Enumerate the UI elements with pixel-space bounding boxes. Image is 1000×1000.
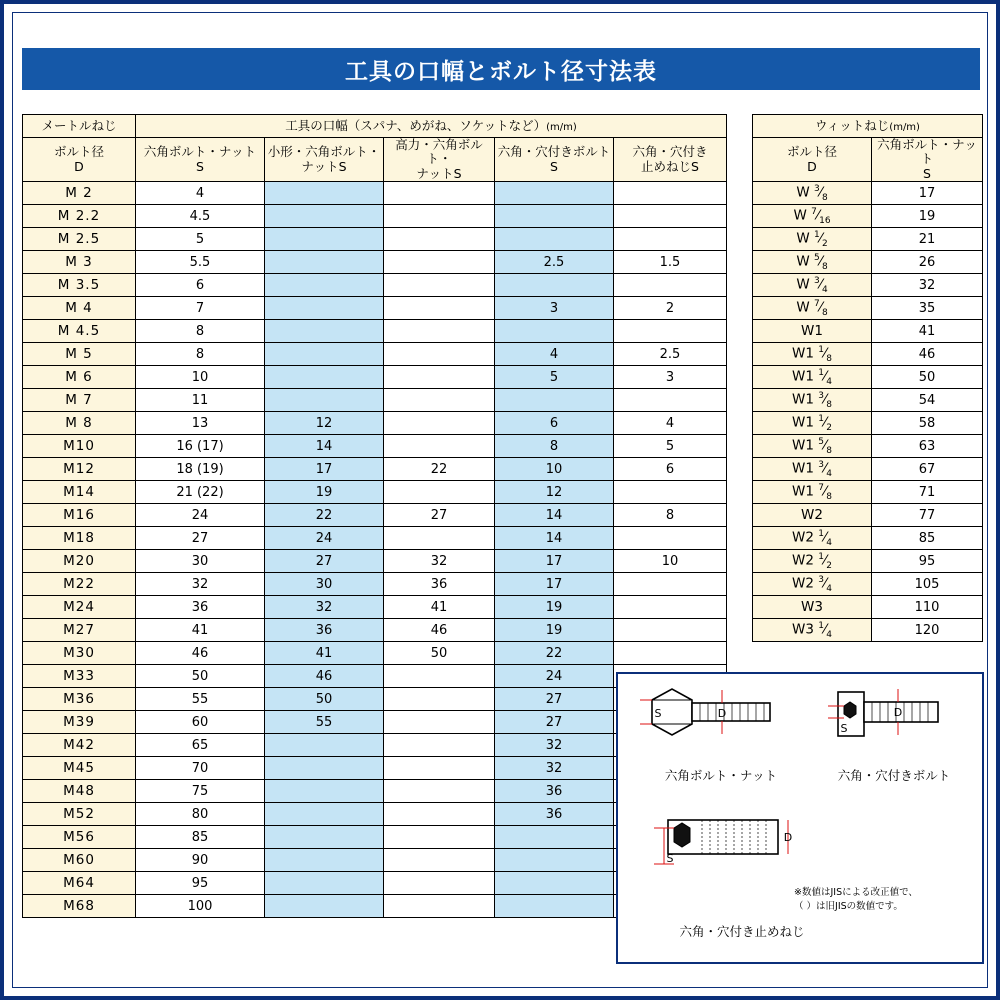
- table-row: [753, 435, 983, 458]
- cell-whit-bolt-diameter: W3: [753, 596, 872, 619]
- table-group-header-row: [23, 115, 727, 138]
- figure-panel: [616, 672, 984, 964]
- table-row: [753, 527, 983, 550]
- cell-c3: [384, 527, 495, 550]
- cell-bolt-diameter: M48: [23, 780, 136, 803]
- cell-c2: 50: [265, 688, 384, 711]
- cell-c4: 22: [495, 642, 614, 665]
- cell-c5: [614, 481, 727, 504]
- cell-c5: [614, 619, 727, 642]
- cell-bolt-diameter: M 4: [23, 297, 136, 320]
- cell-c4: 2.5: [495, 251, 614, 274]
- cell-c4: 4: [495, 343, 614, 366]
- cell-c4: 36: [495, 780, 614, 803]
- whitworth-table-body: [753, 182, 983, 642]
- cell-bolt-diameter: M39: [23, 711, 136, 734]
- cell-c2: 46: [265, 665, 384, 688]
- cell-c3: [384, 872, 495, 895]
- cell-c4: 19: [495, 619, 614, 642]
- whit-col-header-hex-bolt-nut: 六角ボルト・ナット S: [872, 138, 983, 182]
- table-row: [23, 596, 727, 619]
- cell-c2: 41: [265, 642, 384, 665]
- hex-socket-set-screw-figure: [640, 802, 820, 892]
- cell-c3: [384, 665, 495, 688]
- cell-c3: [384, 343, 495, 366]
- table-row: [753, 366, 983, 389]
- whit-group-header-row: [753, 115, 983, 138]
- table-row: [753, 504, 983, 527]
- cell-c1: 24: [136, 504, 265, 527]
- cell-bolt-diameter: M56: [23, 826, 136, 849]
- cell-c4: 14: [495, 504, 614, 527]
- cell-c5: 8: [614, 504, 727, 527]
- cell-c1: 65: [136, 734, 265, 757]
- cell-whit-width: 19: [872, 205, 983, 228]
- cell-c1: 60: [136, 711, 265, 734]
- cell-c1: 41: [136, 619, 265, 642]
- cell-c4: [495, 274, 614, 297]
- hex-bolt-nut-figure: [630, 684, 810, 762]
- cell-c2: [265, 251, 384, 274]
- cell-c4: 8: [495, 435, 614, 458]
- cell-whit-bolt-diameter: W1 $^3⁄_8$: [753, 389, 872, 412]
- cell-c5: [614, 274, 727, 297]
- table-row: [23, 642, 727, 665]
- cell-c1: 4: [136, 182, 265, 205]
- cell-c1: 13: [136, 412, 265, 435]
- table-column-header-row: [23, 138, 727, 182]
- cell-c3: [384, 803, 495, 826]
- cell-bolt-diameter: M33: [23, 665, 136, 688]
- cell-c4: 17: [495, 550, 614, 573]
- cell-c2: 55: [265, 711, 384, 734]
- cell-c3: [384, 688, 495, 711]
- cell-bolt-diameter: M 5: [23, 343, 136, 366]
- table-row: [23, 619, 727, 642]
- cell-c1: 16 (17): [136, 435, 265, 458]
- cell-c3: 41: [384, 596, 495, 619]
- cell-c2: 24: [265, 527, 384, 550]
- cell-whit-width: 85: [872, 527, 983, 550]
- cell-c1: 90: [136, 849, 265, 872]
- cell-c1: 10: [136, 366, 265, 389]
- cell-c4: 32: [495, 734, 614, 757]
- cell-whit-width: 58: [872, 412, 983, 435]
- cell-c3: [384, 205, 495, 228]
- cell-c1: 55: [136, 688, 265, 711]
- cell-c4: [495, 389, 614, 412]
- cell-c3: [384, 757, 495, 780]
- cell-c1: 18 (19): [136, 458, 265, 481]
- cell-c5: [614, 596, 727, 619]
- cell-c1: 95: [136, 872, 265, 895]
- cell-whit-bolt-diameter: W $^3⁄_4$: [753, 274, 872, 297]
- table-row: [753, 297, 983, 320]
- cell-whit-bolt-diameter: W2 $^1⁄_2$: [753, 550, 872, 573]
- table-row: [23, 389, 727, 412]
- cell-bolt-diameter: M30: [23, 642, 136, 665]
- cell-whit-bolt-diameter: W $^7⁄_8$: [753, 297, 872, 320]
- cell-c5: 6: [614, 458, 727, 481]
- cell-whit-width: 17: [872, 182, 983, 205]
- cell-c2: 36: [265, 619, 384, 642]
- cell-whit-bolt-diameter: W1: [753, 320, 872, 343]
- cell-c1: 85: [136, 826, 265, 849]
- col-header-hex-bolt-nut: 六角ボルト・ナット S: [136, 138, 265, 182]
- cell-c4: 32: [495, 757, 614, 780]
- cell-bolt-diameter: M45: [23, 757, 136, 780]
- cell-c5: [614, 573, 727, 596]
- cell-c3: [384, 182, 495, 205]
- cell-c2: [265, 803, 384, 826]
- cell-c2: [265, 274, 384, 297]
- page-title-bar: [22, 48, 980, 90]
- cell-c3: [384, 711, 495, 734]
- table-row: [23, 205, 727, 228]
- cell-c4: 27: [495, 688, 614, 711]
- cell-c2: [265, 780, 384, 803]
- cell-whit-width: 71: [872, 481, 983, 504]
- cell-whit-bolt-diameter: W $^3⁄_8$: [753, 182, 872, 205]
- cell-c3: [384, 895, 495, 918]
- cell-c4: [495, 228, 614, 251]
- table-row: [753, 458, 983, 481]
- table-row: [753, 573, 983, 596]
- table-row: [23, 504, 727, 527]
- table-row: [753, 320, 983, 343]
- figure-caption-hex-socket-set-screw: 六角・穴付き止めねじ: [679, 924, 805, 939]
- cell-c2: [265, 757, 384, 780]
- whit-col-header-bolt-diameter: ボルト径 D: [753, 138, 872, 182]
- cell-bolt-diameter: M 2: [23, 182, 136, 205]
- cell-c3: [384, 826, 495, 849]
- cell-c5: [614, 205, 727, 228]
- table-row: [753, 228, 983, 251]
- cell-c2: [265, 734, 384, 757]
- cell-c1: 11: [136, 389, 265, 412]
- table-row: [23, 527, 727, 550]
- whitworth-thread-table: [752, 114, 983, 642]
- cell-c5: [614, 228, 727, 251]
- cell-c2: [265, 895, 384, 918]
- page-title: 工具の口幅とボルト径寸法表: [345, 58, 657, 85]
- cell-c2: 19: [265, 481, 384, 504]
- col-header-high-strength-hex-bolt-nut: 高力・六角ボルト・ ナットS: [384, 138, 495, 182]
- table-row: [23, 458, 727, 481]
- table-row: [753, 251, 983, 274]
- hex-socket-bolt-figure: [814, 684, 974, 762]
- table-row: [23, 320, 727, 343]
- cell-c5: 4: [614, 412, 727, 435]
- cell-c3: [384, 481, 495, 504]
- cell-c2: [265, 366, 384, 389]
- svg-text:S: S: [666, 852, 674, 865]
- cell-c4: 5: [495, 366, 614, 389]
- cell-c3: 27: [384, 504, 495, 527]
- col-header-hex-socket-bolt: 六角・穴付きボルト S: [495, 138, 614, 182]
- cell-c5: [614, 642, 727, 665]
- cell-c4: 36: [495, 803, 614, 826]
- cell-bolt-diameter: M 3.5: [23, 274, 136, 297]
- cell-c2: 27: [265, 550, 384, 573]
- cell-bolt-diameter: M10: [23, 435, 136, 458]
- cell-bolt-diameter: M60: [23, 849, 136, 872]
- cell-c3: [384, 389, 495, 412]
- cell-bolt-diameter: M 3: [23, 251, 136, 274]
- cell-c4: [495, 895, 614, 918]
- cell-c4: 17: [495, 573, 614, 596]
- cell-c2: 14: [265, 435, 384, 458]
- cell-c3: 50: [384, 642, 495, 665]
- cell-c2: [265, 297, 384, 320]
- svg-text:S: S: [840, 722, 848, 735]
- group-header-tool-width: 工具の口幅（スパナ、めがね、ソケットなど）(m/m): [136, 115, 727, 138]
- cell-whit-width: 120: [872, 619, 983, 642]
- cell-c5: 3: [614, 366, 727, 389]
- cell-c5: 2.5: [614, 343, 727, 366]
- cell-c1: 6: [136, 274, 265, 297]
- table-row: [23, 251, 727, 274]
- cell-whit-bolt-diameter: W1 $^1⁄_4$: [753, 366, 872, 389]
- cell-c2: [265, 205, 384, 228]
- cell-whit-bolt-diameter: W1 $^3⁄_4$: [753, 458, 872, 481]
- cell-whit-width: 77: [872, 504, 983, 527]
- cell-c1: 100: [136, 895, 265, 918]
- cell-whit-bolt-diameter: W1 $^1⁄_2$: [753, 412, 872, 435]
- cell-whit-bolt-diameter: W1 $^7⁄_8$: [753, 481, 872, 504]
- cell-c1: 50: [136, 665, 265, 688]
- cell-c5: [614, 527, 727, 550]
- table-row: [23, 228, 727, 251]
- cell-c5: 2: [614, 297, 727, 320]
- cell-whit-width: 26: [872, 251, 983, 274]
- cell-c5: 5: [614, 435, 727, 458]
- cell-bolt-diameter: M24: [23, 596, 136, 619]
- cell-whit-width: 105: [872, 573, 983, 596]
- cell-c2: 32: [265, 596, 384, 619]
- cell-bolt-diameter: M68: [23, 895, 136, 918]
- col-header-small-hex-bolt-nut: 小形・六角ボルト・ ナットS: [265, 138, 384, 182]
- cell-whit-bolt-diameter: W $^7⁄_{16}$: [753, 205, 872, 228]
- cell-whit-width: 67: [872, 458, 983, 481]
- cell-bolt-diameter: M 8: [23, 412, 136, 435]
- cell-whit-width: 32: [872, 274, 983, 297]
- cell-bolt-diameter: M18: [23, 527, 136, 550]
- col-header-bolt-diameter: ボルト径 D: [23, 138, 136, 182]
- cell-c1: 5: [136, 228, 265, 251]
- cell-whit-width: 46: [872, 343, 983, 366]
- table-row: [753, 481, 983, 504]
- figure-caption-hex-bolt-nut: 六角ボルト・ナット: [664, 768, 778, 783]
- cell-c4: [495, 182, 614, 205]
- cell-c4: [495, 826, 614, 849]
- cell-bolt-diameter: M20: [23, 550, 136, 573]
- cell-c5: [614, 320, 727, 343]
- cell-c4: [495, 849, 614, 872]
- table-row: [753, 389, 983, 412]
- cell-whit-width: 63: [872, 435, 983, 458]
- table-row: [23, 274, 727, 297]
- table-row: [753, 619, 983, 642]
- table-row: [753, 274, 983, 297]
- cell-c2: 30: [265, 573, 384, 596]
- cell-c3: 36: [384, 573, 495, 596]
- cell-c1: 30: [136, 550, 265, 573]
- cell-c4: [495, 320, 614, 343]
- table-row: [23, 297, 727, 320]
- cell-c1: 4.5: [136, 205, 265, 228]
- cell-c2: [265, 343, 384, 366]
- cell-c1: 46: [136, 642, 265, 665]
- svg-text:D: D: [717, 707, 727, 720]
- cell-c3: [384, 412, 495, 435]
- cell-bolt-diameter: M 4.5: [23, 320, 136, 343]
- cell-whit-bolt-diameter: W $^1⁄_2$: [753, 228, 872, 251]
- svg-text:S: S: [654, 707, 662, 720]
- cell-whit-bolt-diameter: W2: [753, 504, 872, 527]
- cell-c5: [614, 389, 727, 412]
- cell-c4: 27: [495, 711, 614, 734]
- table-row: [753, 550, 983, 573]
- cell-whit-bolt-diameter: W1 $^1⁄_8$: [753, 343, 872, 366]
- cell-c3: 46: [384, 619, 495, 642]
- col-header-hex-socket-set-screw: 六角・穴付き 止めねじS: [614, 138, 727, 182]
- cell-c3: [384, 228, 495, 251]
- cell-c4: 19: [495, 596, 614, 619]
- table-row: [753, 412, 983, 435]
- cell-c3: [384, 297, 495, 320]
- svg-text:D: D: [893, 706, 903, 719]
- cell-whit-width: 54: [872, 389, 983, 412]
- cell-whit-width: 50: [872, 366, 983, 389]
- cell-c2: [265, 826, 384, 849]
- group-header-metric: メートルねじ: [23, 115, 136, 138]
- cell-c1: 21 (22): [136, 481, 265, 504]
- cell-whit-width: 41: [872, 320, 983, 343]
- cell-whit-width: 95: [872, 550, 983, 573]
- table-row: [753, 182, 983, 205]
- table-row: [23, 182, 727, 205]
- cell-c1: 8: [136, 320, 265, 343]
- cell-c4: 12: [495, 481, 614, 504]
- table-row: [753, 343, 983, 366]
- cell-c3: [384, 435, 495, 458]
- table-row: [23, 550, 727, 573]
- table-row: [23, 366, 727, 389]
- cell-c2: 12: [265, 412, 384, 435]
- svg-text:D: D: [783, 831, 793, 844]
- cell-bolt-diameter: M12: [23, 458, 136, 481]
- cell-c4: 24: [495, 665, 614, 688]
- cell-whit-bolt-diameter: W3 $^1⁄_4$: [753, 619, 872, 642]
- cell-c1: 70: [136, 757, 265, 780]
- cell-bolt-diameter: M27: [23, 619, 136, 642]
- cell-c4: [495, 872, 614, 895]
- table-row: [23, 481, 727, 504]
- cell-c1: 5.5: [136, 251, 265, 274]
- cell-bolt-diameter: M 2.2: [23, 205, 136, 228]
- cell-bolt-diameter: M 2.5: [23, 228, 136, 251]
- cell-whit-bolt-diameter: W $^5⁄_8$: [753, 251, 872, 274]
- table-row: [753, 205, 983, 228]
- whit-column-header-row: [753, 138, 983, 182]
- cell-bolt-diameter: M42: [23, 734, 136, 757]
- cell-bolt-diameter: M 6: [23, 366, 136, 389]
- cell-whit-bolt-diameter: W1 $^5⁄_8$: [753, 435, 872, 458]
- cell-c4: [495, 205, 614, 228]
- cell-bolt-diameter: M52: [23, 803, 136, 826]
- cell-c1: 27: [136, 527, 265, 550]
- cell-c2: [265, 872, 384, 895]
- cell-c3: [384, 849, 495, 872]
- table-row: [23, 343, 727, 366]
- cell-c5: 1.5: [614, 251, 727, 274]
- jis-note: ※数値はJISによる改正値で、 （ ）は旧JISの数値です。: [794, 887, 918, 913]
- cell-whit-width: 35: [872, 297, 983, 320]
- cell-c3: [384, 251, 495, 274]
- cell-c3: 32: [384, 550, 495, 573]
- cell-c1: 7: [136, 297, 265, 320]
- cell-c2: [265, 849, 384, 872]
- table-row: [23, 435, 727, 458]
- cell-bolt-diameter: M36: [23, 688, 136, 711]
- cell-c2: 17: [265, 458, 384, 481]
- cell-c1: 32: [136, 573, 265, 596]
- cell-c2: 22: [265, 504, 384, 527]
- cell-c3: [384, 320, 495, 343]
- cell-c4: 6: [495, 412, 614, 435]
- cell-bolt-diameter: M16: [23, 504, 136, 527]
- cell-whit-bolt-diameter: W2 $^1⁄_4$: [753, 527, 872, 550]
- cell-c3: 22: [384, 458, 495, 481]
- cell-c5: 10: [614, 550, 727, 573]
- cell-c2: [265, 228, 384, 251]
- cell-c4: 14: [495, 527, 614, 550]
- cell-bolt-diameter: M64: [23, 872, 136, 895]
- cell-bolt-diameter: M 7: [23, 389, 136, 412]
- table-row: [23, 412, 727, 435]
- cell-c2: [265, 182, 384, 205]
- cell-whit-width: 21: [872, 228, 983, 251]
- cell-c1: 75: [136, 780, 265, 803]
- cell-c4: 3: [495, 297, 614, 320]
- cell-c1: 36: [136, 596, 265, 619]
- cell-bolt-diameter: M14: [23, 481, 136, 504]
- cell-c1: 8: [136, 343, 265, 366]
- figure-caption-hex-socket-bolt: 六角・穴付きボルト: [837, 768, 951, 783]
- table-row: [23, 573, 727, 596]
- cell-c3: [384, 274, 495, 297]
- cell-c2: [265, 320, 384, 343]
- cell-c3: [384, 366, 495, 389]
- cell-c2: [265, 389, 384, 412]
- table-row: [753, 596, 983, 619]
- cell-c1: 80: [136, 803, 265, 826]
- cell-c3: [384, 780, 495, 803]
- cell-whit-bolt-diameter: W2 $^3⁄_4$: [753, 573, 872, 596]
- group-header-whitworth: ウィットねじ(m/m): [753, 115, 983, 138]
- cell-bolt-diameter: M22: [23, 573, 136, 596]
- cell-whit-width: 110: [872, 596, 983, 619]
- cell-c4: 10: [495, 458, 614, 481]
- cell-c5: [614, 182, 727, 205]
- cell-c3: [384, 734, 495, 757]
